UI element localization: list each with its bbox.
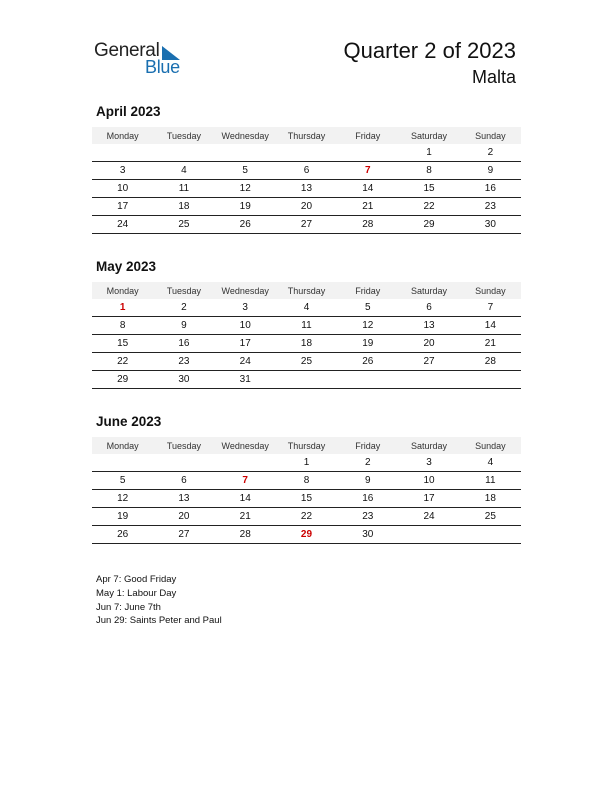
day-cell: 20: [398, 335, 459, 353]
holiday-notes: [96, 573, 222, 628]
day-cell: 4: [276, 299, 337, 317]
weekday-header: Tuesday: [153, 437, 214, 454]
day-cell: 3: [398, 454, 459, 472]
day-cell: [337, 371, 398, 389]
day-cell: 3: [215, 299, 276, 317]
day-cell: 14: [215, 490, 276, 508]
day-cell: 9: [153, 317, 214, 335]
day-cell: 5: [215, 162, 276, 180]
weekday-header: Tuesday: [153, 127, 214, 144]
day-cell: 18: [153, 198, 214, 216]
day-cell: 25: [276, 353, 337, 371]
weekday-header: Friday: [337, 282, 398, 299]
day-cell: [337, 144, 398, 162]
day-cell: 28: [460, 353, 521, 371]
day-cell: 11: [460, 472, 521, 490]
day-cell: 2: [153, 299, 214, 317]
week-row: [92, 454, 521, 472]
day-cell: 4: [153, 162, 214, 180]
week-row: [92, 508, 521, 526]
day-cell: 14: [337, 180, 398, 198]
day-cell: 12: [92, 490, 153, 508]
day-cell: 24: [215, 353, 276, 371]
day-cell: 7: [337, 162, 398, 180]
calendar-table: [92, 127, 521, 234]
day-cell: [398, 526, 459, 544]
day-cell: 22: [398, 198, 459, 216]
day-cell: 11: [276, 317, 337, 335]
day-cell: [276, 371, 337, 389]
month-title: April 2023: [96, 104, 161, 119]
day-cell: 13: [398, 317, 459, 335]
day-cell: 29: [398, 216, 459, 234]
day-cell: [92, 454, 153, 472]
logo-blue-text: Blue: [145, 57, 180, 77]
logo: [94, 40, 194, 80]
day-cell: 6: [398, 299, 459, 317]
holiday-note: Jun 29: Saints Peter and Paul: [96, 615, 222, 627]
day-cell: 26: [92, 526, 153, 544]
week-row: [92, 299, 521, 317]
day-cell: [153, 454, 214, 472]
day-cell: 1: [276, 454, 337, 472]
day-cell: 19: [337, 335, 398, 353]
weekday-header: Thursday: [276, 282, 337, 299]
day-cell: 16: [460, 180, 521, 198]
day-cell: 9: [337, 472, 398, 490]
week-row: [92, 526, 521, 544]
day-cell: 21: [337, 198, 398, 216]
day-cell: 20: [276, 198, 337, 216]
day-cell: 5: [337, 299, 398, 317]
weekday-header: Sunday: [460, 282, 521, 299]
day-cell: 14: [460, 317, 521, 335]
day-cell: 23: [337, 508, 398, 526]
day-cell: 30: [337, 526, 398, 544]
day-cell: 17: [215, 335, 276, 353]
calendar-table: [92, 282, 521, 389]
day-cell: [153, 144, 214, 162]
weekday-header: Wednesday: [215, 282, 276, 299]
day-cell: 16: [153, 335, 214, 353]
day-cell: 27: [276, 216, 337, 234]
day-cell: 2: [460, 144, 521, 162]
weekday-header: Saturday: [398, 127, 459, 144]
holiday-note: Apr 7: Good Friday: [96, 574, 177, 585]
day-cell: 20: [153, 508, 214, 526]
day-cell: 27: [153, 526, 214, 544]
day-cell: 8: [398, 162, 459, 180]
day-cell: 2: [337, 454, 398, 472]
day-cell: [92, 144, 153, 162]
day-cell: 22: [92, 353, 153, 371]
day-cell: 15: [398, 180, 459, 198]
day-cell: 12: [215, 180, 276, 198]
day-cell: 17: [398, 490, 459, 508]
holiday-note: May 1: Labour Day: [96, 587, 177, 599]
day-cell: 15: [92, 335, 153, 353]
weekday-header: Monday: [92, 282, 153, 299]
day-cell: [276, 144, 337, 162]
day-cell: 6: [276, 162, 337, 180]
weekday-header: Sunday: [460, 127, 521, 144]
day-cell: 7: [460, 299, 521, 317]
day-cell: 10: [92, 180, 153, 198]
weekday-header: Saturday: [398, 282, 459, 299]
week-row: [92, 198, 521, 216]
weekday-header: Thursday: [276, 437, 337, 454]
day-cell: 3: [92, 162, 153, 180]
weekday-header: Tuesday: [153, 282, 214, 299]
weekday-header: Monday: [92, 127, 153, 144]
weekday-header: Saturday: [398, 437, 459, 454]
weekday-header: Thursday: [276, 127, 337, 144]
weekday-header: Friday: [337, 127, 398, 144]
day-cell: 13: [153, 490, 214, 508]
week-row: [92, 472, 521, 490]
day-cell: 7: [215, 472, 276, 490]
day-cell: 30: [153, 371, 214, 389]
day-cell: 24: [92, 216, 153, 234]
holiday-note: Jun 7: June 7th: [96, 601, 161, 613]
week-row: [92, 180, 521, 198]
day-cell: 25: [460, 508, 521, 526]
day-cell: 10: [398, 472, 459, 490]
day-cell: 25: [153, 216, 214, 234]
month-calendar: [92, 413, 521, 544]
day-cell: 10: [215, 317, 276, 335]
logo-general-text: General: [94, 40, 160, 61]
weekday-header: Friday: [337, 437, 398, 454]
month-title: June 2023: [96, 414, 162, 429]
day-cell: 29: [92, 371, 153, 389]
day-cell: 16: [337, 490, 398, 508]
day-cell: 26: [215, 216, 276, 234]
month-calendar: [92, 103, 521, 234]
day-cell: 6: [153, 472, 214, 490]
day-cell: 9: [460, 162, 521, 180]
week-row: [92, 144, 521, 162]
day-cell: 30: [460, 216, 521, 234]
day-cell: 24: [398, 508, 459, 526]
day-cell: 27: [398, 353, 459, 371]
week-row: [92, 162, 521, 180]
day-cell: 13: [276, 180, 337, 198]
day-cell: 23: [153, 353, 214, 371]
weekday-header: Wednesday: [215, 437, 276, 454]
calendar-table: [92, 437, 521, 544]
day-cell: 19: [215, 198, 276, 216]
week-row: [92, 490, 521, 508]
day-cell: 22: [276, 508, 337, 526]
week-row: [92, 335, 521, 353]
day-cell: 17: [92, 198, 153, 216]
day-cell: [215, 144, 276, 162]
day-cell: 28: [337, 216, 398, 234]
weekday-header: Monday: [92, 437, 153, 454]
month-title: May 2023: [96, 259, 157, 274]
day-cell: 8: [276, 472, 337, 490]
day-cell: 18: [276, 335, 337, 353]
month-calendar: [92, 258, 521, 389]
day-cell: 1: [398, 144, 459, 162]
day-cell: 11: [153, 180, 214, 198]
day-cell: 4: [460, 454, 521, 472]
day-cell: 23: [460, 198, 521, 216]
day-cell: 29: [276, 526, 337, 544]
day-cell: [460, 371, 521, 389]
day-cell: [215, 454, 276, 472]
day-cell: [460, 526, 521, 544]
country-name: Malta: [471, 67, 516, 87]
day-cell: 1: [92, 299, 153, 317]
weekday-header: Wednesday: [215, 127, 276, 144]
day-cell: 15: [276, 490, 337, 508]
day-cell: 21: [460, 335, 521, 353]
day-cell: 26: [337, 353, 398, 371]
day-cell: 21: [215, 508, 276, 526]
day-cell: 19: [92, 508, 153, 526]
day-cell: 31: [215, 371, 276, 389]
day-cell: 28: [215, 526, 276, 544]
page-title: Quarter 2 of 2023: [343, 38, 516, 63]
week-row: [92, 371, 521, 389]
day-cell: 18: [460, 490, 521, 508]
day-cell: 8: [92, 317, 153, 335]
week-row: [92, 216, 521, 234]
day-cell: [398, 371, 459, 389]
weekday-header: Sunday: [460, 437, 521, 454]
day-cell: 12: [337, 317, 398, 335]
week-row: [92, 353, 521, 371]
day-cell: 5: [92, 472, 153, 490]
week-row: [92, 317, 521, 335]
